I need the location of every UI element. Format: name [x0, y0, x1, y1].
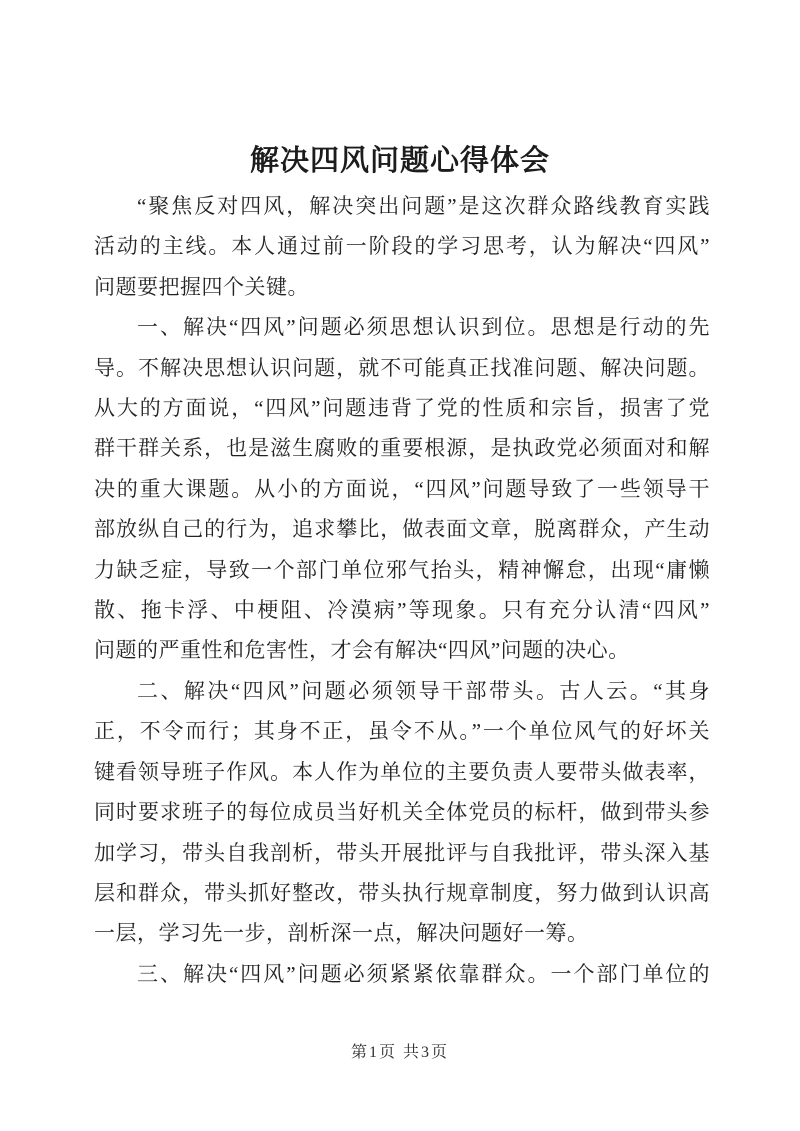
- document-body: [94, 186, 710, 994]
- text-line: 层和群众，带头抓好整改，带头执行规章制度，努力做到认识高: [94, 880, 710, 905]
- text-line: 群干群关系，也是滋生腐败的重要根源，是执政党必须面对和解: [94, 436, 710, 461]
- text-line: 一层，学习先一步，剖析深一点，解决问题好一筹。: [94, 921, 589, 946]
- paragraph: [94, 307, 710, 671]
- paragraph: [94, 954, 710, 994]
- text-line: 问题要把握四个关键。: [94, 274, 309, 299]
- page-number-text: 第1页 共3页: [350, 1044, 449, 1061]
- text-line: 同时要求班子的每位成员当好机关全体党员的标杆，做到带头参: [94, 800, 710, 825]
- text-line: 问题的严重性和危害性，才会有解决“四风”问题的决心。: [94, 638, 630, 663]
- text-line: 活动的主线。本人通过前一阶段的学习思考，认为解决“四风”: [94, 234, 710, 259]
- text-line: 决的重大课题。从小的方面说，“四风”问题导致了一些领导干: [94, 476, 710, 501]
- text-line: 从大的方面说，“四风”问题违背了党的性质和宗旨，损害了党: [94, 396, 710, 421]
- paragraph: [94, 186, 710, 307]
- text-line: 导。不解决思想认识问题，就不可能真正找准问题、解决问题。: [94, 355, 710, 380]
- text-line: 部放纵自己的行为，追求攀比，做表面文章，脱离群众，产生动: [94, 517, 710, 542]
- page-footer: [0, 1039, 800, 1062]
- document-title: 解决四风问题心得体会: [249, 145, 550, 177]
- text-line: 力缺乏症，导致一个部门单位邪气抬头，精神懈怠，出现“庸懒: [94, 557, 710, 582]
- text-line: 加学习，带头自我剖析，带头开展批评与自我批评，带头深入基: [94, 840, 710, 865]
- paragraph: [94, 671, 710, 954]
- text-line: 键看领导班子作风。本人作为单位的主要负责人要带头做表率，: [94, 759, 710, 784]
- text-line: 三、解决“四风”问题必须紧紧依靠群众。一个部门单位的: [137, 961, 710, 986]
- text-line: 散、拖卡浮、中梗阻、冷漠病”等现象。只有充分认清“四风”: [94, 598, 710, 623]
- text-line: “聚焦反对四风，解决突出问题”是这次群众路线教育实践: [137, 194, 710, 218]
- text-line: 二、解决“四风”问题必须领导干部带头。古人云。“其身: [137, 678, 710, 703]
- text-line: 正，不令而行；其身不正，虽令不从。”一个单位风气的好坏关: [94, 719, 710, 744]
- text-line: 一、解决“四风”问题必须思想认识到位。思想是行动的先: [137, 315, 710, 340]
